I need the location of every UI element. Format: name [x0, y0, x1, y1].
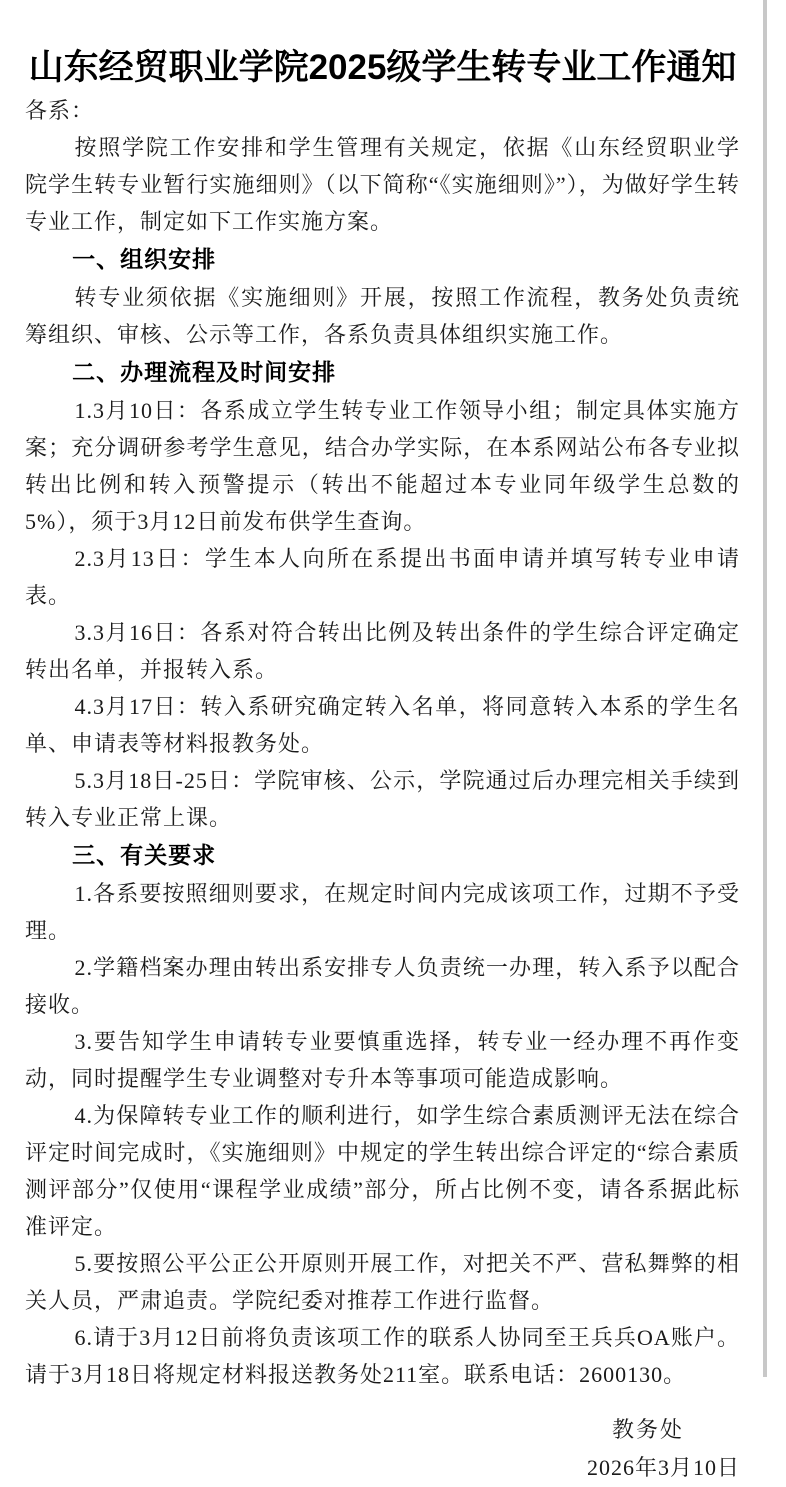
signature-block	[25, 1411, 740, 1487]
schedule-item-5: 5.3月18日-25日：学院审核、公示，学院通过后办理完相关手续到转入专业正常上课。	[25, 768, 740, 830]
section-heading-requirements: 三、有关要求	[72, 842, 217, 868]
salutation: 各系：	[25, 98, 95, 123]
signature-date: 2026年3月10日	[586, 1455, 740, 1480]
page-edge-divider	[763, 0, 767, 1377]
section-heading-process-schedule: 二、办理流程及时间安排	[72, 359, 337, 385]
section-heading-organization: 一、组织安排	[72, 246, 217, 272]
requirement-item-6: 6.请于3月12日前将负责该项工作的联系人协同至王兵兵OA账户。请于3月18日将规定材料报送教务处211室。联系电话：2600130。	[25, 1325, 740, 1387]
section-1-paragraph: 转专业须依据《实施细则》开展，按照工作流程，教务处负责统筹组织、审核、公示等工作，各系负责具体组织实施工作。	[25, 285, 740, 347]
schedule-item-4: 4.3月17日：转入系研究确定转入名单，将同意转入本系的学生名单、申请表等材料报教务处。	[25, 694, 740, 756]
requirement-item-5: 5.要按照公平公正公开原则开展工作，对把关不严、营私舞弊的相关人员，严肃追责。学院纪委对推荐工作进行监督。	[25, 1251, 740, 1313]
schedule-item-1: 1.3月10日：各系成立学生转专业工作领导小组；制定具体实施方案；充分调研参考学生意见，结合办学实际，在本系网站公布各专业拟转出比例和转入预警提示（转出不能超过本专业同年级学生总数的5%），须于3月12日前发布供学生查询。	[25, 398, 740, 534]
requirement-item-4: 4.为保障转专业工作的顺利进行，如学生综合素质测评无法在综合评定时间完成时，《实施细则》中规定的学生转出综合评定的“综合素质测评部分”仅使用“课程学业成绩”部分，所占比例不变，请各系据此标准评定。	[25, 1103, 740, 1239]
intro-paragraph: 按照学院工作安排和学生管理有关规定，依据《山东经贸职业学院学生转专业暂行实施细则》（以下简称“《实施细则》”），为做好学生转专业工作，制定如下工作实施方案。	[25, 135, 740, 234]
signature-department: 教务处	[611, 1417, 684, 1442]
requirement-item-2: 2.学籍档案办理由转出系安排专人负责统一办理，转入系予以配合接收。	[25, 955, 740, 1017]
schedule-item-3: 3.3月16日：各系对符合转出比例及转出条件的学生综合评定确定转出名单，并报转入系。	[25, 620, 740, 682]
page-title: 山东经贸职业学院2025级学生转专业工作通知	[28, 48, 737, 87]
requirement-item-1: 1.各系要按照细则要求，在规定时间内完成该项工作，过期不予受理。	[25, 881, 740, 943]
requirement-item-3: 3.要告知学生申请转专业要慎重选择，转专业一经办理不再作变动，同时提醒学生专业调整对专升本等事项可能造成影响。	[25, 1029, 740, 1091]
schedule-item-2: 2.3月13日：学生本人向所在系提出书面申请并填写转专业申请表。	[25, 546, 740, 608]
